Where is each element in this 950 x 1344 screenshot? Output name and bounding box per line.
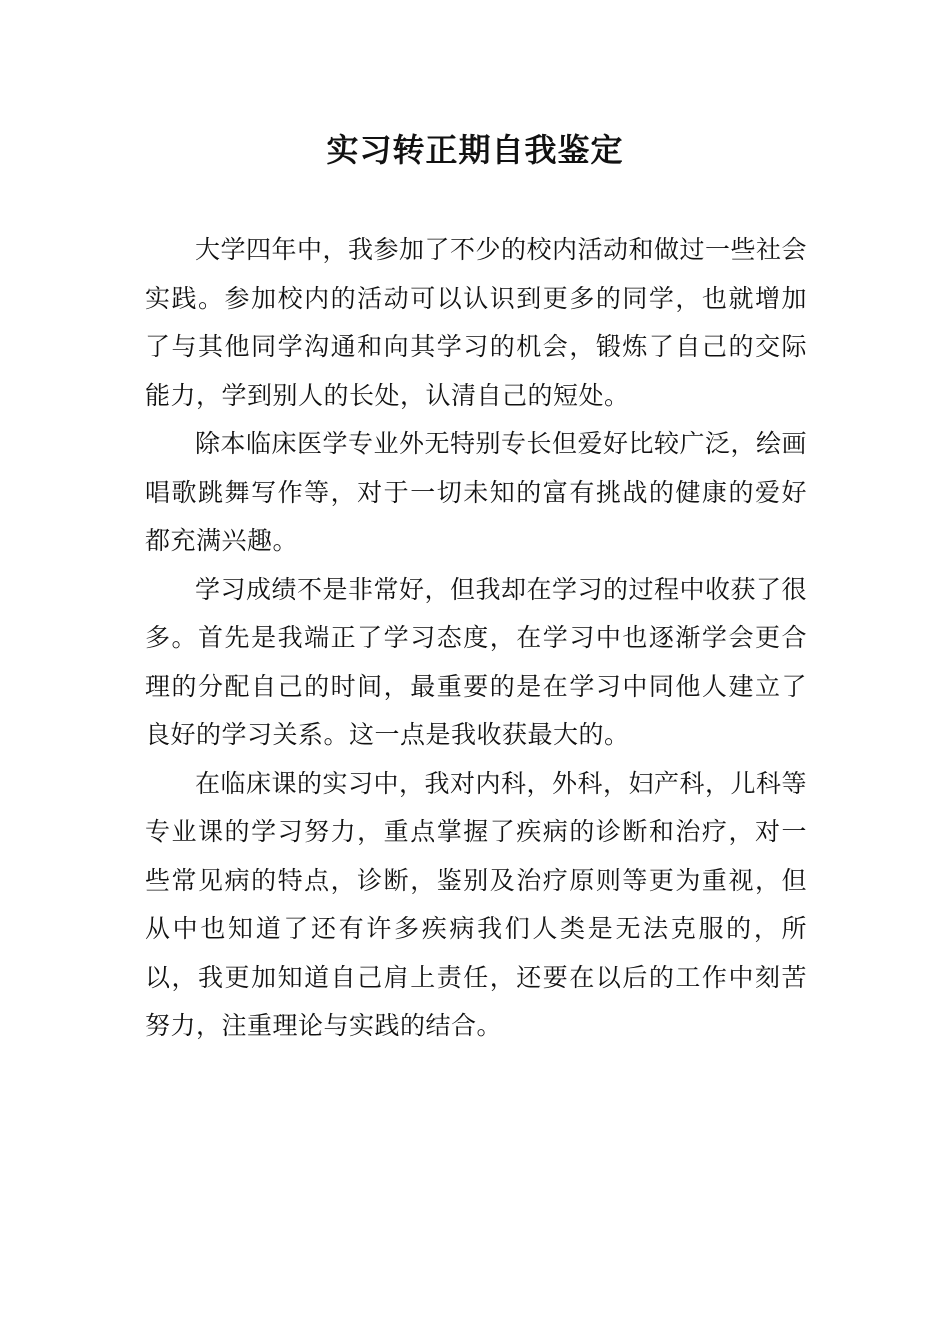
document-title: 实习转正期自我鉴定 (326, 131, 624, 169)
paragraph-study: 学习成绩不是非常好，但我却在学习的过程中收获了很多。首先是我端正了学习态度，在学习中也逐渐学会更合理的分配自己的时间，最重要的是在学习中同他人建立了良好的学习关系。这一点是我收获最大的。 (145, 574, 808, 749)
document-body (145, 226, 807, 1051)
paragraph-hobbies: 除本临床医学专业外无特别专长但爱好比较广泛，绘画唱歌跳舞写作等，对于一切未知的富有挑战的健康的爱好都充满兴趣。 (145, 429, 808, 555)
paragraph-activities: 大学四年中，我参加了不少的校内活动和做过一些社会实践。参加校内的活动可以认识到更多的同学，也就增加了与其他同学沟通和向其学习的机会，锻炼了自己的交际能力，学到别人的长处，认清自己的短处。 (145, 235, 808, 410)
paragraph-clinical-internship: 在临床课的实习中，我对内科，外科，妇产科，儿科等专业课的学习努力，重点掌握了疾病的诊断和治疗，对一些常见病的特点，诊断，鉴别及治疗原则等更为重视，但从中也知道了还有许多疾病我们人类是无法克服的，所以，我更加知道自己肩上责任，还要在以后的工作中刻苦努力，注重理论与实践的结合。 (145, 768, 808, 1040)
